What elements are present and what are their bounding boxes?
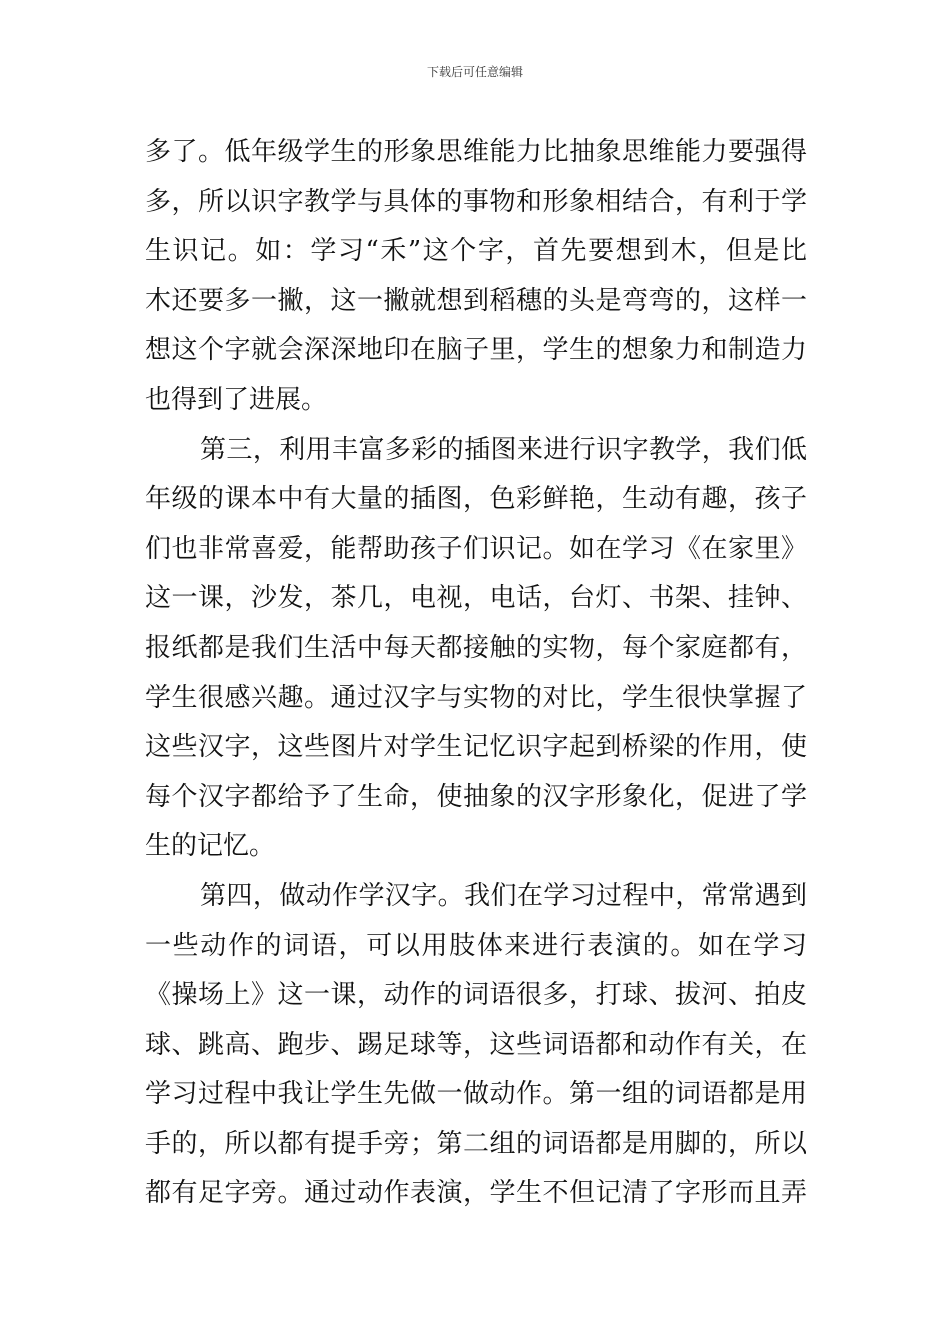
text-line: 年级的课本中有大量的插图，色彩鲜艳，生动有趣，孩子 [145, 484, 807, 515]
text-line: 生的记忆。 [145, 831, 276, 862]
text-line: 手的，所以都有提手旁；第二组的词语都是用脚的，所以 [145, 1128, 807, 1159]
document-body [145, 128, 807, 1219]
text-line: 多了。低年级学生的形象思维能力比抽象思维能力要强得 [145, 137, 807, 167]
text-line: 报纸都是我们生活中每天都接触的实物，每个家庭都有， [145, 632, 807, 663]
text-line: 这一课，沙发，茶几，电视，电话，台灯、书架、挂钟、 [145, 583, 807, 614]
text-line: 学习过程中我让学生先做一做动作。第一组的词语都是用 [145, 1079, 807, 1110]
text-line: 这些汉字，这些图片对学生记忆识字起到桥梁的作用，使 [145, 732, 807, 763]
text-line: 们也非常喜爱，能帮助孩子们识记。如在学习《在家里》 [145, 533, 807, 564]
page-header: 下载后可任意编辑 [426, 65, 523, 79]
text-line: 也得到了进展。 [145, 384, 328, 415]
text-line: 生识记。如：学习“禾”这个字，首先要想到木，但是比 [145, 236, 807, 267]
text-line: 一些动作的词语，可以用肢体来进行表演的。如在学习 [145, 930, 807, 961]
text-line: 球、跳高、跑步、踢足球等，这些词语都和动作有关，在 [145, 1029, 807, 1060]
text-line: 第三，利用丰富多彩的插图来进行识字教学，我们低 [200, 434, 807, 465]
text-line: 第四，做动作学汉字。我们在学习过程中，常常遇到 [200, 880, 807, 911]
text-line: 多，所以识字教学与具体的事物和形象相结合，有利于学 [145, 186, 807, 217]
text-line: 《操场上》这一课，动作的词语很多，打球、拔河、拍皮 [145, 980, 807, 1011]
text-line: 木还要多一撇，这一撇就想到稻穗的头是弯弯的，这样一 [145, 285, 807, 316]
text-line: 每个汉字都给予了生命，使抽象的汉字形象化，促进了学 [145, 781, 807, 812]
text-line: 学生很感兴趣。通过汉字与实物的对比，学生很快掌握了 [145, 682, 807, 713]
text-line: 想这个字就会深深地印在脑子里，学生的想象力和制造力 [145, 335, 807, 366]
text-line: 都有足字旁。通过动作表演，学生不但记清了字形而且弄 [145, 1178, 807, 1209]
